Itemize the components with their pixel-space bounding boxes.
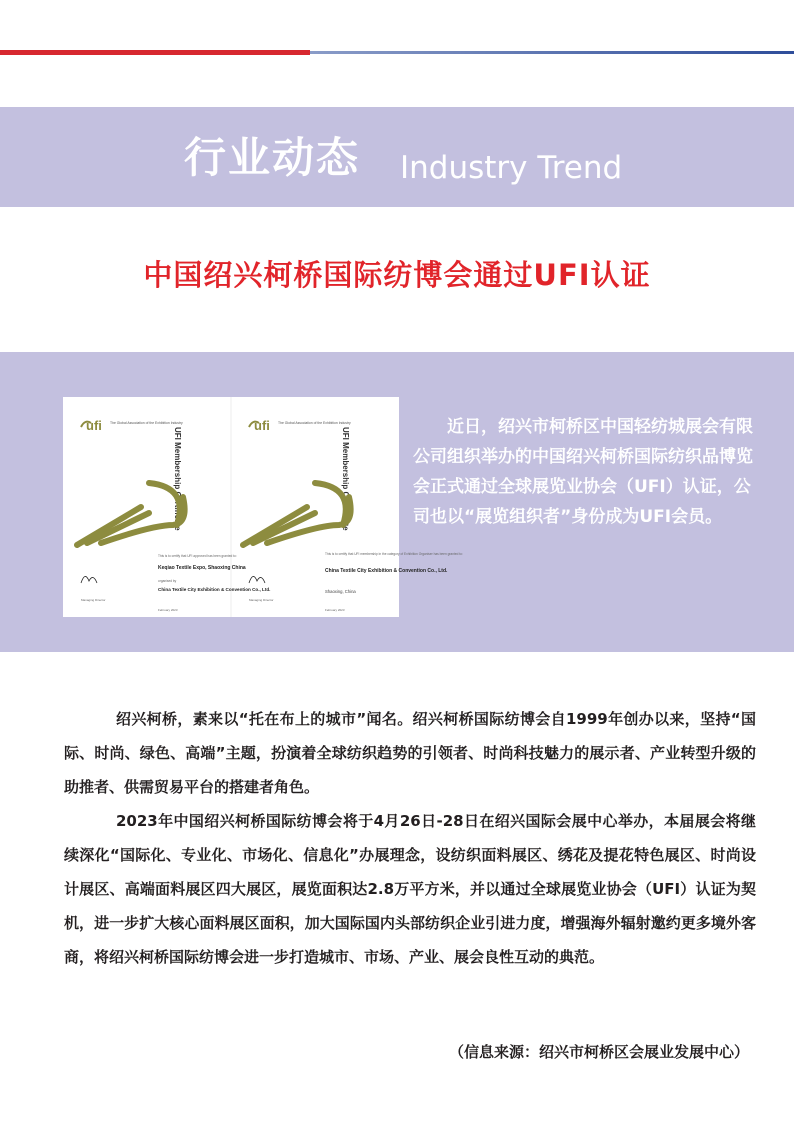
section-header-band xyxy=(0,107,794,207)
cert-right-signer: Managing Director xyxy=(249,598,274,602)
cert-left-signer: Managing Director xyxy=(81,598,106,602)
cert-right-recipient: China Textile City Exhibition & Convention Co., Ltd. xyxy=(325,568,448,574)
cert-right-vertical-title: UFI Membership Certificate xyxy=(341,427,350,531)
article-body xyxy=(64,702,756,974)
section-title-cn: 行业动态 xyxy=(184,133,361,182)
cert-left-organiser: China Textile City Exhibition & Convention Co., Ltd. xyxy=(158,587,271,592)
info-source: （信息来源：绍兴市柯桥区会展业发展中心） xyxy=(448,1043,749,1061)
cert-left-note: This is to certify that UFI approved has been granted to: xyxy=(158,554,237,558)
cert-left-organised-by: organised by xyxy=(158,579,177,583)
top-rule-blue xyxy=(310,51,794,54)
section-title-en: Industry Trend xyxy=(400,150,623,186)
top-rule-red xyxy=(0,50,310,55)
cert-right-tagline: The Global Association of the Exhibition Industry xyxy=(278,421,351,425)
certificate-graphic xyxy=(63,397,463,617)
cert-left-date: February 2023 xyxy=(158,608,178,612)
cert-left-recipient: Keqiao Textile Expo, Shaoxing China xyxy=(158,565,246,571)
article-headline: 中国绍兴柯桥国际纺博会通过UFI认证 xyxy=(143,258,651,292)
cert-right-date: February 2023 xyxy=(325,608,345,612)
top-rule xyxy=(0,50,794,55)
cert-left-vertical-title: UFI Membership Certificate xyxy=(173,427,182,531)
ufi-logo-left: ufi xyxy=(86,418,102,433)
ufi-logo-right: ufi xyxy=(254,418,270,433)
ufi-certificate-photo xyxy=(63,397,463,617)
cert-left-tagline: The Global Association of the Exhibition Industry xyxy=(110,421,183,425)
cert-right-note: This is to certify that UFI membership in the category of Exhibition Organiser has been granted to: xyxy=(325,552,463,556)
body-paragraph: 2023年中国绍兴柯桥国际纺博会将于4月26日-28日在绍兴国际会展中心举办，本届展会将继续深化“国际化、专业化、市场化、信息化”办展理念，设纺织面料展区、绣花及提花特色展区、时尚设计展区、高端面料展区四大展区，展览面积达2.8万平方米，并以通过全球展览业协会（UFI）认证为契机，进一步扩大核心面料展区面积，加大国际国内头部纺织企业引进力度，增强海外辐射邀约更多境外客商，将绍兴柯桥国际纺博会进一步打造城市、市场、产业、展会良性互动的典范。 xyxy=(64,812,756,966)
cert-right-location: Shaoxing, China xyxy=(325,589,356,594)
intro-paragraph: 近日，绍兴市柯桥区中国轻纺城展会有限公司组织举办的中国绍兴柯桥国际纺织品博览会正式通过全球展览业协会（UFI）认证，公司也以“展览组织者”身份成为UFI会员。 xyxy=(413,417,753,527)
body-paragraph: 绍兴柯桥，素来以“托在布上的城市”闻名。绍兴柯桥国际纺博会自1999年创办以来，坚持“国际、时尚、绿色、高端”主题，扮演着全球纺织趋势的引领者、时尚科技魅力的展示者、产业转型升级的助推者、供需贸易平台的搭建者角色。 xyxy=(64,710,756,796)
